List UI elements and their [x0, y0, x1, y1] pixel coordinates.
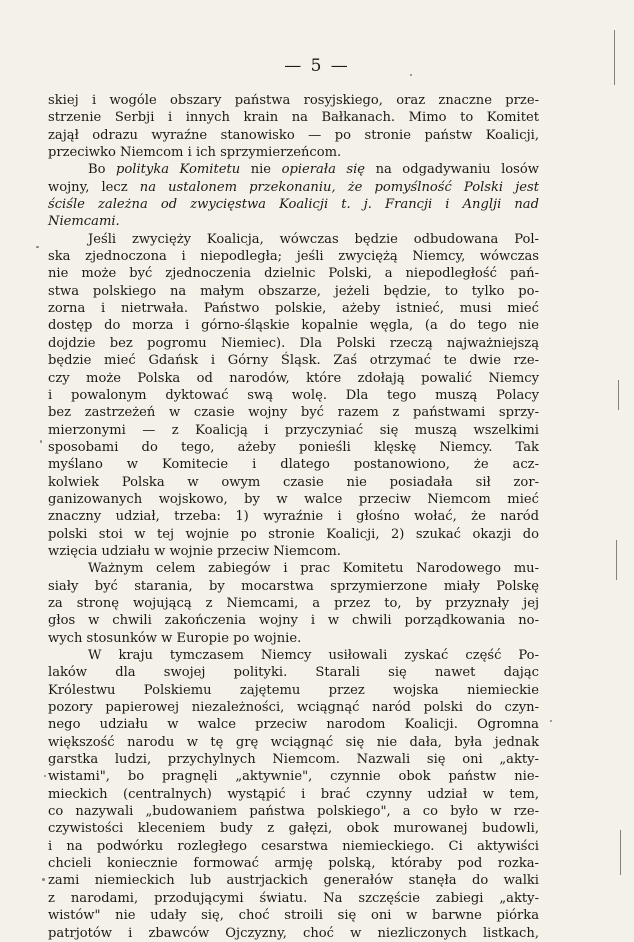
text-line: ska zjednoczona i niepodległa; jeśli zwyciężą Niemcy, wówczas [48, 249, 539, 265]
text-line: chcieli koniecznie formować armję polską, któraby pod rozka- [48, 856, 539, 872]
text-run: nie [240, 162, 282, 178]
text-line: i powalonym dyktować swą wolę. Dla tego muszą Polacy [48, 387, 539, 403]
italic-run: Niemcami. [48, 214, 120, 230]
body-text [48, 92, 539, 942]
italic-run: polityka Komitetu [116, 162, 241, 178]
text-line [48, 196, 539, 213]
text-line: czywistości kleceniem budy z gałęzi, obok murowanej budowli, [48, 821, 539, 837]
text-run: wojny, lecz [48, 179, 140, 195]
italic-run: na ustalonem przekonaniu, że pomyślność Polski jest [139, 179, 539, 195]
text-line: garstka ludzi, przychylnych Niemcom. Nazwali się oni „akty- [48, 752, 539, 768]
text-line: skiej i wogóle obszary państwa rosyjskiego, oraz znaczne prze- [48, 93, 539, 108]
text-line: nie może być zjednoczenia dzielnic Polski, a niepodległość pań- [48, 266, 539, 282]
text-line: czy może Polska od narodów, które zdołają powalić Niemcy [48, 370, 539, 386]
text-line: kolwiek Polska w owym czasie nie posiadała sił zor- [48, 474, 539, 490]
text-line: dojdzie bez pogromu Niemiec). Dla Polski rzeczą najważniejszą [48, 335, 539, 351]
text-line: wistów" nie udały się, choć stroili się oni w barwne piórka [48, 908, 539, 924]
text-line: wistami", bo pragnęli „aktywnie", czynnie obok państw nie- [48, 769, 539, 785]
text-line: pozory papierowej niezależności, wciągnąć naród polski do czyn- [48, 700, 539, 716]
scan-edge-mark [620, 830, 621, 875]
text-line: W kraju tymczasem Niemcy usiłowali zyskać część Po- [88, 648, 539, 663]
text-line: sposobami do tego, ażeby ponieśli klęskę Niemcy. Tak [48, 439, 539, 455]
text-line: myślano w Komitecie i dlatego postanowiono, że acz- [48, 457, 539, 473]
text-line: bez zastrzeżeń w czasie wojny być razem z państwami sprzy- [48, 405, 539, 421]
text-line [48, 213, 539, 230]
text-line: siały być starania, by mocarstwa sprzymierzone miały Polskę [48, 578, 539, 594]
text-line: ganizowanych wojskowo, by w walce przeciw Niemcom mieć [48, 491, 539, 507]
text-line: stwa polskiego na małym obszarze, jeżeli będzie, to tylko po- [48, 283, 539, 299]
text-line: Ważnym celem zabiegów i prac Komitetu Narodowego mu- [88, 561, 539, 577]
text-run: na odgadywaniu losów [365, 162, 539, 178]
text-line: większość narodu w tę grę wciągnąć się nie dała, była jednak [48, 734, 539, 750]
text-line: patrjotów i zbawców Ojczyzny, choć w niezliczonych listkach, [48, 925, 539, 941]
scan-edge-mark [616, 540, 617, 580]
scan-edge-mark [618, 380, 619, 410]
text-line: i na podwórku rozległego cesarstwa niemieckiego. Ci aktywiści [48, 838, 539, 854]
text-line: Jeśli zwycięży Koalicja, wówczas będzie odbudowana Pol- [88, 231, 539, 247]
text-line [48, 161, 539, 178]
scan-speck [40, 440, 42, 443]
text-line: głos w chwili zakończenia wojny i w chwili porządkowania no- [48, 613, 539, 629]
scan-speck [36, 246, 39, 248]
text-line: za stronę wojującą z Niemcami, a przez to, by przyznały jej [48, 595, 539, 611]
text-line: znaczny udział, trzeba: 1) wyraźnie i głośno wołać, że naród [48, 509, 539, 525]
text-line: zami niemieckich lub austrjackich generałów stanęła do walki [48, 873, 539, 889]
text-line: dostęp do morza i górno-śląskie kopalnie węgla, (a do tego nie [48, 318, 539, 334]
text-line: nego udziału w walce przeciw narodom Koalicji. Ogromna [48, 717, 539, 733]
text-line: Królestwu Polskiemu zajętemu przez wojska niemieckie [48, 682, 539, 698]
text-line: wzięcia udziału w wojnie przeciw Niemcom. [48, 543, 341, 559]
scan-speck [44, 775, 46, 777]
text-line: laków dla swojej polityki. Starali się nawet dając [48, 665, 539, 681]
text-line: zorna i nietrwała. Państwo polskie, ażeby istnieć, musi mieć [48, 301, 539, 317]
text-line: przeciwko Niemcom i ich sprzymierzeńcom. [48, 145, 342, 161]
text-line: będzie mieć Gdańsk i Górny Śląsk. Zaś otrzymać te dwie rze- [48, 353, 539, 369]
italic-run: opierała się [281, 162, 366, 178]
scan-speck [550, 720, 552, 722]
text-line: zajął odrazu wyraźne stanowisko — po stronie państw Koalicji, [48, 127, 539, 143]
text-line: z narodami, przodującymi światu. Na szczęście zabiegi „akty- [48, 890, 539, 906]
text-run: Bo [88, 162, 117, 178]
italic-run: ściśle zależna od zwycięstwa Koalicji t. j. Francji i Anglji nad [48, 197, 539, 213]
text-line: strzenie Serbji i innych krain na Bałkanach. Mimo to Komitet [48, 110, 539, 126]
text-line: mieckich (centralnych) wystąpić i brać czynny udział w tem, [48, 786, 539, 802]
text-line: mierzonymi — z Koalicją i przyczyniać się muszą wszelkimi [48, 422, 539, 438]
text-line: polski stoi w tej wojnie po stronie Koalicji, 2) szukać okazji do [48, 526, 539, 542]
scan-speck [42, 878, 45, 881]
text-line [48, 179, 539, 196]
text-line: co nazywali „budowaniem państwa polskiego", a co było w rze- [48, 804, 539, 820]
page-number: — 5 — [284, 56, 350, 76]
text-line: wych stosunków w Europie po wojnie. [48, 630, 302, 646]
